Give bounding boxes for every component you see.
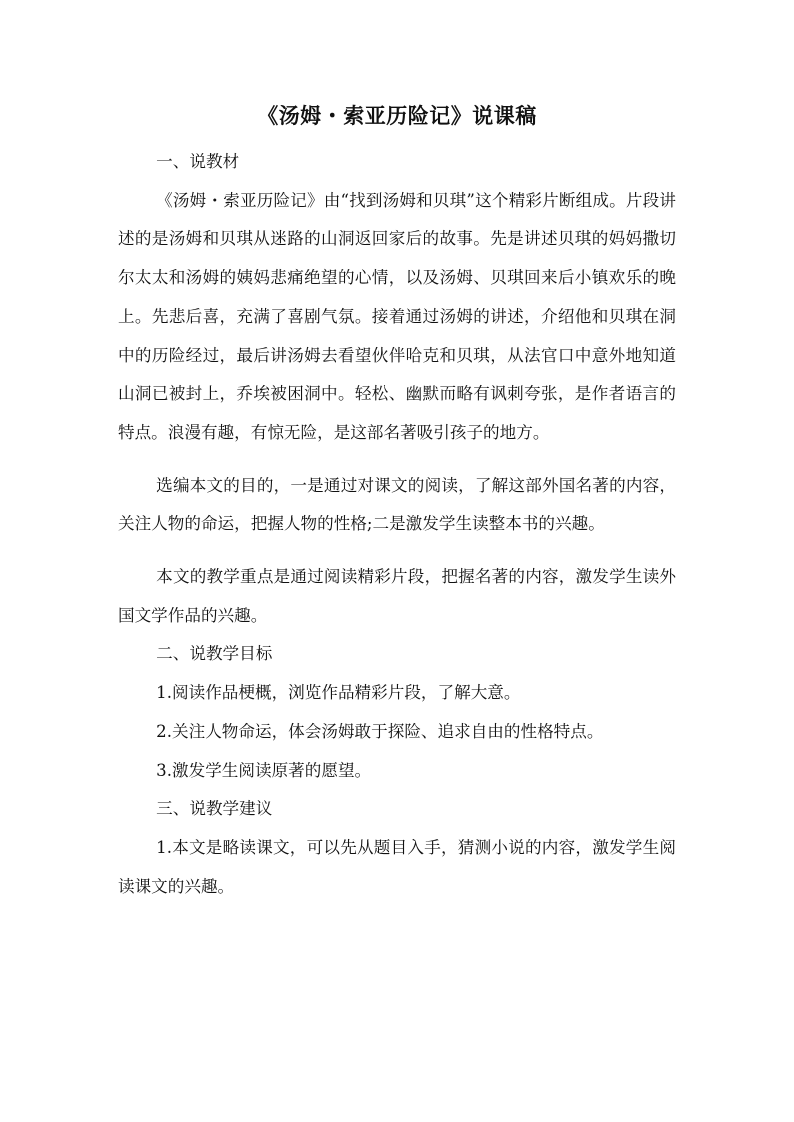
page-title: 《汤姆・索亚历险记》说课稿 [257, 104, 537, 128]
section-heading-1: 一、说教材 [156, 152, 240, 171]
goal-item-3: 3.激发学生阅读原著的愿望。 [156, 760, 372, 780]
paragraph-intro: 《汤姆・索亚历险记》由“找到汤姆和贝琪”这个精彩片断组成。片段讲述的是汤姆和贝琪从迷路的山洞返回家后的故事。先是讲述贝琪的妈妈撒切尔太太和汤姆的姨妈悲痛绝望的心情，以及汤姆、贝琪回来后小镇欢乐的晚上。先悲后喜，充满了喜剧气氛。接着通过汤姆的讲述，介绍他和贝琪在洞中的历险经过，最后讲汤姆去看望伙伴哈克和贝琪，从法官口中意外地知道山洞已被封上，乔埃被困洞中。轻松、幽默而略有讽刺夸张，是作者语言的特点。浪漫有趣，有惊无险，是这部名著吸引孩子的地方。 [118, 190, 676, 442]
goal-item-2: 2.关注人物命运，体会汤姆敢于探险、追求自由的性格特点。 [156, 721, 604, 741]
goal-item-1: 1.阅读作品梗概，浏览作品精彩片段，了解大意。 [156, 683, 521, 703]
paragraph-purpose: 选编本文的目的，一是通过对课文的阅读，了解这部外国名著的内容，关注人物的命运，把握人物的性格;二是激发学生读整本书的兴趣。 [118, 475, 676, 534]
document-body [118, 143, 676, 906]
section-heading-2: 二、说教学目标 [156, 644, 273, 664]
suggestion-item-1: 1.本文是略读课文，可以先从题目入手，猜测小说的内容，激发学生阅读课文的兴趣。 [118, 837, 676, 896]
section-heading-3: 三、说教学建议 [156, 799, 273, 819]
paragraph-focus: 本文的教学重点是通过阅读精彩片段，把握名著的内容，激发学生读外国文学作品的兴趣。 [118, 567, 676, 625]
